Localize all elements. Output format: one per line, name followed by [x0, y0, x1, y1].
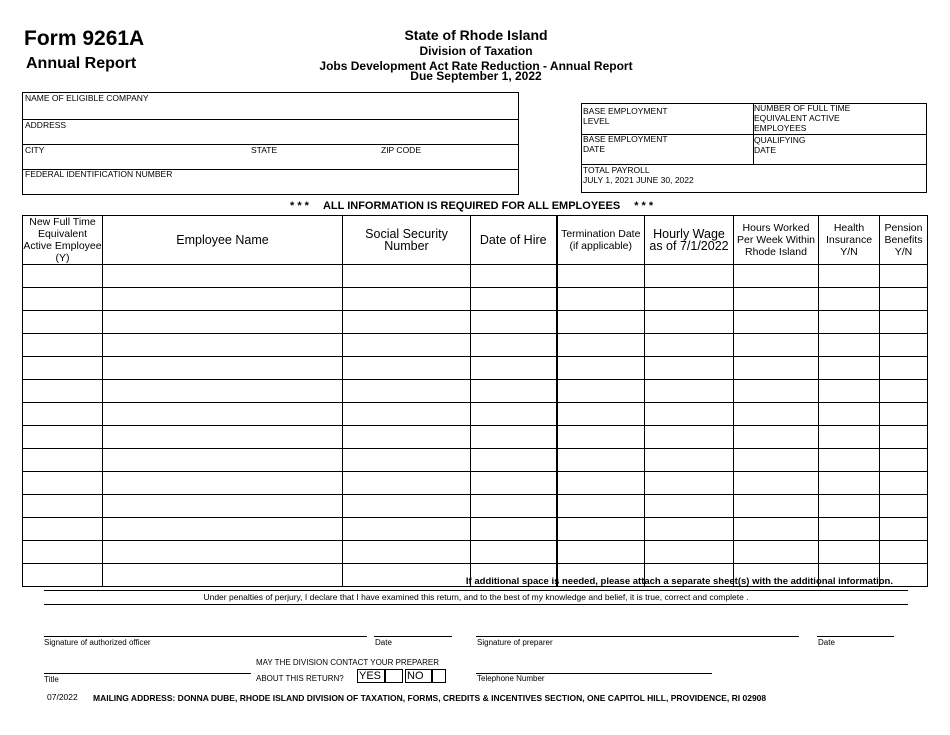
division-title: Division of Taxation: [419, 44, 533, 58]
officer-signature-line[interactable]: [44, 636, 367, 637]
table-cell[interactable]: [343, 334, 471, 357]
table-cell[interactable]: [471, 334, 557, 357]
table-cell[interactable]: [734, 541, 819, 564]
table-row: [23, 518, 928, 541]
table-cell[interactable]: [819, 265, 880, 288]
base-level-field[interactable]: [582, 104, 754, 135]
due-date: Due September 1, 2022: [410, 69, 542, 83]
table-cell[interactable]: [103, 449, 343, 472]
table-cell[interactable]: [880, 265, 928, 288]
table-cell[interactable]: [557, 288, 645, 311]
table-cell[interactable]: [734, 472, 819, 495]
fte-field[interactable]: [753, 104, 926, 135]
table-cell[interactable]: [103, 311, 343, 334]
table-cell[interactable]: [880, 449, 928, 472]
table-cell[interactable]: [880, 288, 928, 311]
table-row: [23, 541, 928, 564]
table-cell[interactable]: [645, 426, 734, 449]
title-line[interactable]: [44, 673, 251, 674]
col-hours-worked: Hours Worked Per Week Within Rhode Island: [734, 216, 819, 265]
table-cell[interactable]: [734, 449, 819, 472]
table-cell[interactable]: [23, 495, 103, 518]
table-cell[interactable]: [880, 334, 928, 357]
table-cell[interactable]: [645, 265, 734, 288]
officer-date-label: Date: [375, 638, 392, 647]
table-cell[interactable]: [880, 380, 928, 403]
table-cell[interactable]: [471, 357, 557, 380]
base-level-label: BASE EMPLOYMENT LEVEL: [583, 106, 668, 126]
address-field[interactable]: [23, 119, 518, 145]
table-cell[interactable]: [557, 449, 645, 472]
table-cell[interactable]: [343, 564, 471, 587]
table-cell[interactable]: [880, 518, 928, 541]
preparer-date-line[interactable]: [817, 636, 894, 637]
table-cell[interactable]: [819, 426, 880, 449]
table-cell[interactable]: [734, 403, 819, 426]
table-cell[interactable]: [343, 426, 471, 449]
table-cell[interactable]: [557, 334, 645, 357]
table-cell[interactable]: [645, 518, 734, 541]
table-cell[interactable]: [734, 495, 819, 518]
table-cell[interactable]: [23, 564, 103, 587]
table-cell[interactable]: [103, 495, 343, 518]
col-hourly-wage: Hourly Wage as of 7/1/2022: [645, 216, 734, 265]
table-cell[interactable]: [645, 380, 734, 403]
table-cell[interactable]: [343, 472, 471, 495]
table-cell[interactable]: [880, 495, 928, 518]
table-cell[interactable]: [645, 357, 734, 380]
table-cell[interactable]: [471, 426, 557, 449]
table-cell[interactable]: [819, 403, 880, 426]
table-row: [23, 426, 928, 449]
col-termination-date: Termination Date (if applicable): [557, 216, 645, 265]
table-cell[interactable]: [103, 518, 343, 541]
table-cell[interactable]: [471, 495, 557, 518]
table-cell[interactable]: [819, 518, 880, 541]
table-cell[interactable]: [645, 311, 734, 334]
city-state-zip-field[interactable]: [23, 144, 518, 170]
contact-question-line1: MAY THE DIVISION CONTACT YOUR PREPARER: [256, 658, 439, 667]
table-cell[interactable]: [819, 472, 880, 495]
table-cell[interactable]: [819, 288, 880, 311]
table-cell[interactable]: [23, 288, 103, 311]
table-cell[interactable]: [23, 472, 103, 495]
table-cell[interactable]: [103, 472, 343, 495]
employment-info-box: [581, 103, 927, 193]
perjury-statement: Under penalties of perjury, I declare that I have examined this return, and to the best of my knowledge and belief, it is true, correct and complete .: [203, 592, 749, 602]
table-cell[interactable]: [557, 518, 645, 541]
table-cell[interactable]: [645, 449, 734, 472]
table-cell[interactable]: [819, 357, 880, 380]
table-cell[interactable]: [557, 380, 645, 403]
additional-space-note: If additional space is needed, please attach a separate sheet(s) with the additional information.: [465, 576, 893, 587]
table-cell[interactable]: [103, 403, 343, 426]
table-cell[interactable]: [471, 518, 557, 541]
officer-date-line[interactable]: [374, 636, 452, 637]
table-cell[interactable]: [23, 403, 103, 426]
table-header-row: [23, 216, 928, 265]
col-pension-benefits: Pension Benefits Y/N: [880, 216, 928, 265]
table-cell[interactable]: [645, 403, 734, 426]
table-cell[interactable]: [471, 288, 557, 311]
table-cell[interactable]: [557, 265, 645, 288]
divider-bottom: [44, 604, 908, 605]
yes-label: YES: [357, 669, 385, 683]
table-cell[interactable]: [880, 426, 928, 449]
payroll-label: TOTAL PAYROLL: [583, 165, 650, 175]
table-cell[interactable]: [819, 495, 880, 518]
col-new-fte: New Full Time Equivalent Active Employee (Y): [23, 216, 102, 264]
table-cell[interactable]: [734, 334, 819, 357]
table-cell[interactable]: [103, 426, 343, 449]
table-cell[interactable]: [23, 311, 103, 334]
table-cell[interactable]: [557, 495, 645, 518]
table-cell[interactable]: [23, 449, 103, 472]
state-label: STATE: [251, 145, 278, 155]
table-row: [23, 311, 928, 334]
table-cell[interactable]: [103, 265, 343, 288]
col-date-of-hire: Date of Hire: [471, 216, 557, 265]
table-cell[interactable]: [471, 541, 557, 564]
payroll-period: JULY 1, 2021 JUNE 30, 2022: [583, 175, 694, 185]
col-health-insurance: Health Insurance Y/N: [819, 216, 880, 265]
table-cell[interactable]: [645, 541, 734, 564]
table-cell[interactable]: [819, 541, 880, 564]
table-cell[interactable]: [343, 449, 471, 472]
qualifying-date-label: QUALIFYING DATE: [754, 135, 806, 155]
table-row: [23, 472, 928, 495]
company-name-label: NAME OF ELIGIBLE COMPANY: [25, 93, 149, 103]
table-cell[interactable]: [557, 426, 645, 449]
no-checkbox[interactable]: [432, 669, 446, 683]
table-cell[interactable]: [819, 449, 880, 472]
company-name-field[interactable]: [23, 93, 518, 120]
table-cell[interactable]: [734, 380, 819, 403]
table-cell[interactable]: [471, 311, 557, 334]
address-label: ADDRESS: [25, 120, 67, 130]
required-notice: [290, 200, 653, 212]
divider-top: [44, 590, 908, 591]
telephone-label: Telephone Number: [477, 674, 545, 683]
table-cell[interactable]: [343, 518, 471, 541]
table-cell[interactable]: [471, 472, 557, 495]
mailing-address: MAILING ADDRESS: DONNA DUBE, RHODE ISLAND DIVISION OF TAXATION, FORMS, CREDITS & INCENTIVES SECTION, ONE CAPITOL HILL, PROVIDENCE, RI 02908: [93, 693, 767, 703]
table-cell[interactable]: [343, 357, 471, 380]
revision-date: 07/2022: [47, 692, 78, 702]
table-cell[interactable]: [880, 403, 928, 426]
table-cell[interactable]: [343, 288, 471, 311]
fte-label: NUMBER OF FULL TIME EQUIVALENT ACTIVE EMPLOYEES: [754, 103, 851, 133]
table-cell[interactable]: [471, 403, 557, 426]
col-employee-name: Employee Name: [103, 216, 343, 265]
table-cell[interactable]: [103, 564, 343, 587]
table-cell[interactable]: [819, 311, 880, 334]
zip-label: ZIP CODE: [381, 145, 421, 155]
table-cell[interactable]: [734, 518, 819, 541]
table-cell[interactable]: [343, 541, 471, 564]
qualifying-date-field[interactable]: [753, 134, 926, 165]
table-cell[interactable]: [23, 541, 103, 564]
table-row: [23, 357, 928, 380]
fein-field[interactable]: [23, 169, 518, 195]
table-cell[interactable]: [343, 311, 471, 334]
payroll-field[interactable]: [582, 164, 926, 192]
notice-stars-right: * * *: [634, 200, 654, 212]
notice-stars-left: * * *: [290, 200, 309, 212]
table-cell[interactable]: [23, 426, 103, 449]
table-cell[interactable]: [103, 288, 343, 311]
table-row: [23, 380, 928, 403]
table-cell[interactable]: [103, 380, 343, 403]
table-cell[interactable]: [343, 495, 471, 518]
table-cell[interactable]: [645, 288, 734, 311]
table-cell[interactable]: [471, 380, 557, 403]
table-cell[interactable]: [819, 380, 880, 403]
table-cell[interactable]: [734, 311, 819, 334]
table-cell[interactable]: [343, 380, 471, 403]
contact-question-line2: ABOUT THIS RETURN?: [256, 674, 344, 683]
table-row: [23, 288, 928, 311]
fein-label: FEDERAL IDENTIFICATION NUMBER: [25, 169, 173, 179]
table-cell[interactable]: [645, 334, 734, 357]
form-subtitle: Annual Report: [26, 55, 137, 72]
yes-checkbox[interactable]: [385, 669, 403, 683]
base-date-label: BASE EMPLOYMENT DATE: [583, 134, 668, 154]
preparer-signature-line[interactable]: [476, 636, 799, 637]
table-cell[interactable]: [557, 403, 645, 426]
table-row: [23, 265, 928, 288]
table-cell[interactable]: [880, 472, 928, 495]
title-label: Title: [44, 675, 59, 684]
notice-text: ALL INFORMATION IS REQUIRED FOR ALL EMPLOYEES: [322, 200, 621, 212]
officer-signature-label: Signature of authorized officer: [44, 638, 151, 647]
table-cell[interactable]: [880, 541, 928, 564]
no-label: NO: [405, 669, 432, 683]
table-row: [23, 334, 928, 357]
table-cell[interactable]: [557, 311, 645, 334]
state-title: State of Rhode Island: [404, 27, 548, 43]
program-title: Jobs Development Act Rate Reduction - Annual Report: [319, 59, 633, 73]
preparer-date-label: Date: [818, 638, 835, 647]
table-cell[interactable]: [23, 518, 103, 541]
table-cell[interactable]: [645, 495, 734, 518]
table-cell[interactable]: [734, 357, 819, 380]
company-info-box: [22, 92, 519, 195]
table-cell[interactable]: [103, 541, 343, 564]
base-date-field[interactable]: [582, 134, 754, 165]
table-cell[interactable]: [557, 472, 645, 495]
col-ssn: Social Security Number: [343, 216, 471, 265]
employee-table: [22, 215, 928, 587]
table-cell[interactable]: [23, 357, 103, 380]
table-cell[interactable]: [103, 334, 343, 357]
table-cell[interactable]: [471, 449, 557, 472]
city-label: CITY: [25, 145, 45, 155]
table-cell[interactable]: [23, 265, 103, 288]
table-cell[interactable]: [734, 426, 819, 449]
preparer-signature-label: Signature of preparer: [477, 638, 553, 647]
form-number: Form 9261A: [24, 27, 145, 50]
table-cell[interactable]: [557, 357, 645, 380]
table-row: [23, 449, 928, 472]
table-cell[interactable]: [734, 288, 819, 311]
table-cell[interactable]: [557, 541, 645, 564]
table-cell[interactable]: [819, 334, 880, 357]
table-cell[interactable]: [23, 380, 103, 403]
table-cell[interactable]: [880, 311, 928, 334]
table-cell[interactable]: [343, 265, 471, 288]
table-row: [23, 403, 928, 426]
table-cell[interactable]: [880, 357, 928, 380]
table-cell[interactable]: [645, 472, 734, 495]
table-cell[interactable]: [734, 265, 819, 288]
table-cell[interactable]: [471, 265, 557, 288]
table-cell[interactable]: [343, 403, 471, 426]
table-cell[interactable]: [103, 357, 343, 380]
table-row: [23, 495, 928, 518]
table-cell[interactable]: [23, 334, 103, 357]
